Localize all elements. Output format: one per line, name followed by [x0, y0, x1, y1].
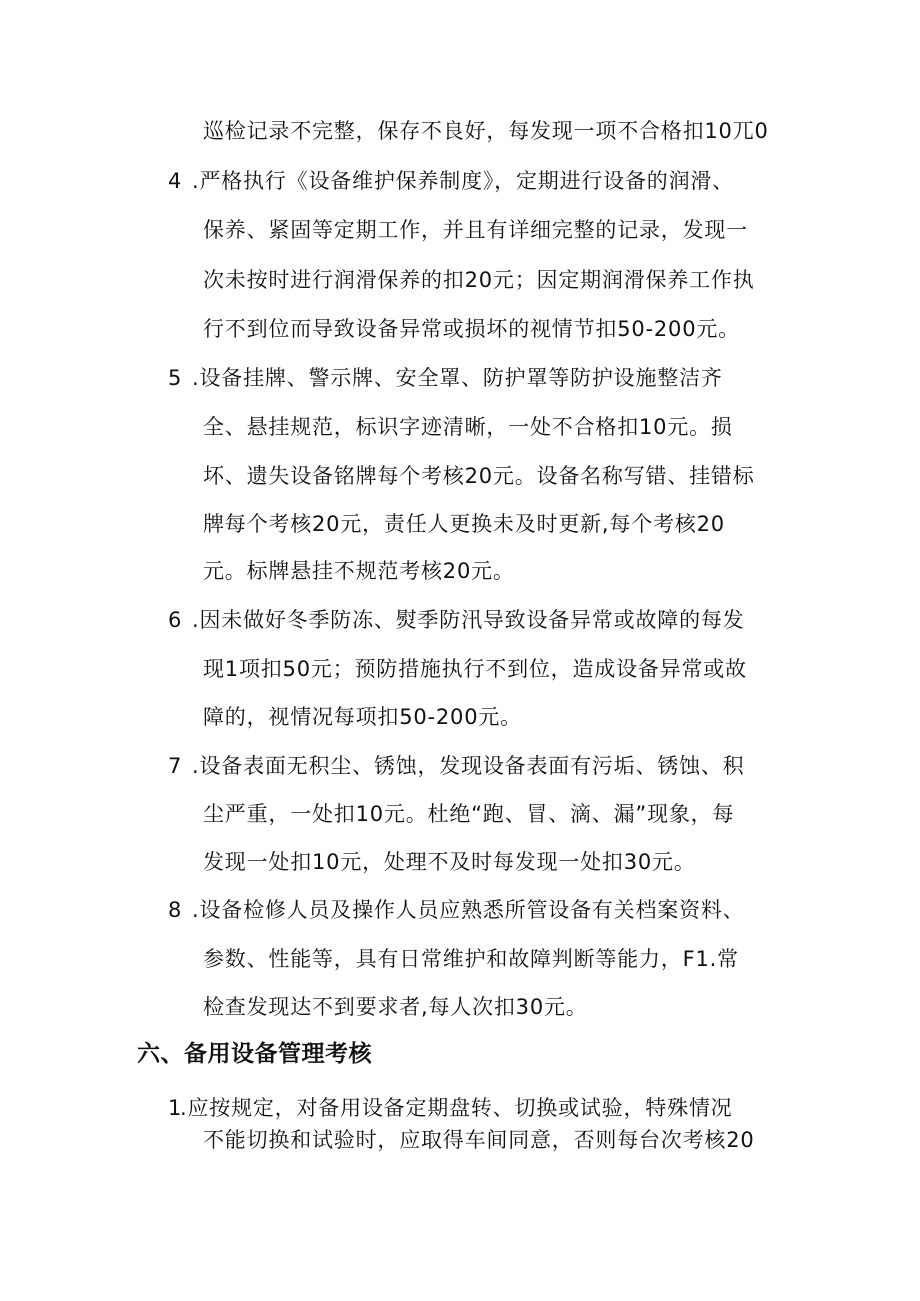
item-number: 1	[168, 1096, 182, 1120]
text-line: 参数、性能等，具有日常维护和故障判断等能力，F1.常	[203, 947, 739, 971]
text-line: 坏、遗失设备铭牌每个考核20元。设备名称写错、挂错标	[203, 464, 755, 488]
text-line: 元。标牌悬挂不规范考核20元。	[203, 559, 515, 583]
text-line: .设备表面无积尘、锈蚀，发现设备表面有污垢、锈蚀、积	[192, 754, 745, 778]
text-line: 巡检记录不完整，保存不良好，每发现一项不合格扣10兀0	[203, 119, 769, 143]
text-line: .因未做好冬季防冻、熨季防汛导致设备异常或故障的每发	[192, 608, 745, 632]
text-line: 牌每个考核20元，责任人更换未及时更新,每个考核20	[203, 512, 725, 536]
text-line: 全、悬挂规范，标识字迹清晰，一处不合格扣10元。损	[203, 415, 733, 439]
text-line: 尘严重，一处扣10元。杜绝“跑、冒、滴、漏”现象，每	[203, 802, 735, 826]
item-number: 7	[168, 754, 182, 778]
item-number: 5	[168, 366, 182, 390]
item-number: 6	[168, 608, 182, 632]
text-line: .设备挂牌、警示牌、安全罩、防护罩等防护设施整洁齐	[192, 366, 723, 390]
text-line: .设备检修人员及操作人员应熟悉所管设备有关档案资料、	[192, 898, 745, 922]
text-line: 检查发现达不到要求者,每人次扣30元。	[203, 995, 588, 1019]
item-number: 8	[168, 898, 182, 922]
text-line: .应按规定，对备用设备定期盘转、切换或试验，特殊情况	[180, 1096, 733, 1120]
text-line: 现1项扣50元；预防措施执行不到位，造成设备异常或故	[203, 657, 747, 681]
text-line: 不能切换和试验时，应取得车间同意，否则每台次考核20	[203, 1128, 755, 1152]
text-line: 行不到位而导致设备异常或损坏的视情节扣50-200元。	[203, 317, 740, 341]
text-line: .严格执行《设备维护保养制度》，定期进行设备的润滑、	[192, 169, 734, 193]
text-line: 次未按时进行润滑保养的扣20元；因定期润滑保养工作执	[203, 268, 755, 292]
item-number: 4	[168, 169, 182, 193]
text-line: 障的，视情况每项扣50-200元。	[203, 705, 522, 729]
section-heading: 六、备用设备管理考核	[137, 1041, 372, 1067]
text-line: 保养、紧固等定期工作，并且有详细完整的记录，发现一	[203, 218, 748, 242]
text-line: 发现一处扣10元，处理不及时每发现一处扣30元。	[203, 850, 696, 874]
